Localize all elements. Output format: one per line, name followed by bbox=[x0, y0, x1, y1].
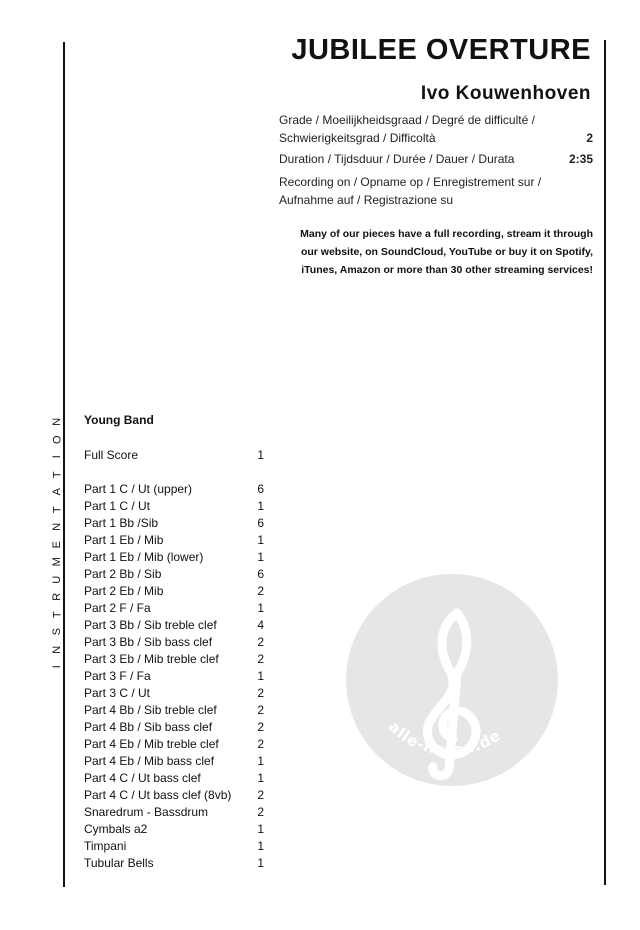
part-quantity: 6 bbox=[257, 567, 264, 581]
part-quantity: 4 bbox=[257, 618, 264, 632]
part-quantity: 1 bbox=[257, 856, 264, 870]
streaming-promo bbox=[279, 225, 593, 279]
part-row bbox=[84, 651, 264, 668]
part-name: Part 1 C / Ut bbox=[84, 499, 151, 513]
part-name: Snaredrum - Bassdrum bbox=[84, 805, 209, 819]
part-name: Part 2 Eb / Mib bbox=[84, 584, 164, 598]
instrumentation-letter: M bbox=[51, 557, 64, 567]
part-quantity: 2 bbox=[257, 652, 264, 666]
part-quantity: 2 bbox=[257, 703, 264, 717]
part-quantity: 2 bbox=[257, 788, 264, 802]
part-quantity: 1 bbox=[257, 448, 264, 462]
part-row bbox=[84, 685, 264, 702]
part-row bbox=[84, 566, 264, 583]
part-quantity: 1 bbox=[257, 533, 264, 547]
recording-label-line1: Recording on / Opname op / Enregistrement sur / bbox=[279, 175, 542, 189]
part-name: Part 4 C / Ut bass clef bbox=[84, 771, 201, 785]
promo-line-2: our website, on SoundCloud, YouTube or buy it on Spotify, bbox=[300, 246, 593, 258]
part-quantity: 2 bbox=[257, 720, 264, 734]
part-name: Part 3 Eb / Mib treble clef bbox=[84, 652, 219, 666]
part-quantity: 2 bbox=[257, 584, 264, 598]
part-name: Part 3 C / Ut bbox=[84, 686, 151, 700]
piece-title: JUBILEE OVERTURE bbox=[291, 34, 591, 66]
part-name: Part 4 Eb / Mib bass clef bbox=[84, 754, 215, 768]
instrumentation-vertical-label bbox=[51, 413, 65, 676]
part-row bbox=[84, 549, 264, 566]
part-name: Part 3 F / Fa bbox=[84, 669, 151, 683]
part-quantity: 1 bbox=[257, 822, 264, 836]
parts-list bbox=[84, 447, 264, 872]
grade-block bbox=[279, 111, 593, 147]
treble-clef-watermark-icon bbox=[345, 573, 559, 787]
part-quantity: 1 bbox=[257, 839, 264, 853]
part-row bbox=[84, 600, 264, 617]
part-name: Part 3 Bb / Sib bass clef bbox=[84, 635, 213, 649]
instrumentation-letter: N bbox=[51, 522, 64, 531]
duration-label: Duration / Tijdsduur / Durée / Dauer / Durata bbox=[279, 152, 515, 166]
part-row bbox=[84, 447, 264, 464]
instrumentation-letter: N bbox=[51, 417, 64, 426]
part-row bbox=[84, 583, 264, 600]
recording-label-line2: Aufnahme auf / Registrazione su bbox=[279, 193, 454, 207]
part-row bbox=[84, 532, 264, 549]
instrumentation-letter: A bbox=[51, 488, 64, 496]
grade-label-line2: Schwierigkeitsgrad / Difficoltà bbox=[279, 131, 436, 145]
part-row bbox=[84, 668, 264, 685]
part-row bbox=[84, 821, 264, 838]
instrumentation-letter: S bbox=[51, 628, 64, 636]
part-quantity: 1 bbox=[257, 771, 264, 785]
part-quantity: 1 bbox=[257, 754, 264, 768]
recording-block bbox=[279, 173, 569, 209]
part-quantity: 2 bbox=[257, 635, 264, 649]
instrumentation-letter: T bbox=[51, 505, 64, 513]
part-row bbox=[84, 770, 264, 787]
part-quantity: 2 bbox=[257, 805, 264, 819]
part-row bbox=[84, 804, 264, 821]
duration-value: 2:35 bbox=[568, 152, 593, 166]
part-name: Part 4 C / Ut bass clef (8vb) bbox=[84, 788, 232, 802]
part-name: Part 1 C / Ut (upper) bbox=[84, 482, 193, 496]
part-name: Timpani bbox=[84, 839, 127, 853]
part-name: Part 4 Bb / Sib treble clef bbox=[84, 703, 217, 717]
grade-value: 2 bbox=[586, 131, 593, 145]
band-type: Young Band bbox=[84, 413, 154, 427]
part-name: Part 2 F / Fa bbox=[84, 601, 151, 615]
right-rule bbox=[604, 40, 606, 885]
part-row bbox=[84, 617, 264, 634]
part-row bbox=[84, 702, 264, 719]
part-name: Cymbals a2 bbox=[84, 822, 148, 836]
instrumentation-letter: T bbox=[51, 610, 64, 618]
part-quantity: 2 bbox=[257, 737, 264, 751]
part-name: Part 1 Eb / Mib (lower) bbox=[84, 550, 204, 564]
part-row bbox=[84, 787, 264, 804]
watermark-text: alle-noten.de bbox=[384, 717, 505, 760]
part-row bbox=[84, 855, 264, 872]
part-quantity: 6 bbox=[257, 516, 264, 530]
instrumentation-letter: U bbox=[51, 575, 64, 584]
part-quantity: 1 bbox=[257, 499, 264, 513]
part-row bbox=[84, 838, 264, 855]
part-name: Part 4 Eb / Mib treble clef bbox=[84, 737, 219, 751]
part-name: Tubular Bells bbox=[84, 856, 154, 870]
part-row bbox=[84, 736, 264, 753]
part-name: Part 1 Eb / Mib bbox=[84, 533, 164, 547]
part-name: Part 1 Bb /Sib bbox=[84, 516, 159, 530]
grade-label-line1: Grade / Moeilijkheidsgraad / Degré de difficulté / bbox=[279, 113, 535, 127]
part-quantity: 1 bbox=[257, 669, 264, 683]
promo-line-3: iTunes, Amazon or more than 30 other streaming services! bbox=[301, 264, 593, 276]
part-quantity: 1 bbox=[257, 601, 264, 615]
part-name: Part 4 Bb / Sib bass clef bbox=[84, 720, 213, 734]
instrumentation-letter: O bbox=[51, 434, 64, 444]
part-quantity: 2 bbox=[257, 686, 264, 700]
part-row bbox=[84, 719, 264, 736]
instrumentation-letter: R bbox=[51, 592, 64, 601]
part-row bbox=[84, 753, 264, 770]
promo-line-1: Many of our pieces have a full recording, stream it through bbox=[300, 228, 593, 240]
part-quantity: 1 bbox=[257, 550, 264, 564]
duration-block bbox=[279, 150, 593, 168]
part-quantity: 6 bbox=[257, 482, 264, 496]
composer-name: Ivo Kouwenhoven bbox=[420, 83, 591, 104]
part-row bbox=[84, 481, 264, 498]
instrumentation-letter: T bbox=[51, 470, 64, 478]
instrumentation-letter: N bbox=[51, 645, 64, 654]
instrumentation-letter: I bbox=[51, 455, 64, 459]
part-name: Part 3 Bb / Sib treble clef bbox=[84, 618, 217, 632]
instrumentation-letter: I bbox=[51, 665, 64, 669]
part-row bbox=[84, 498, 264, 515]
part-row bbox=[84, 515, 264, 532]
part-name: Full Score bbox=[84, 448, 139, 462]
part-name: Part 2 Bb / Sib bbox=[84, 567, 162, 581]
part-row bbox=[84, 634, 264, 651]
instrumentation-letter: E bbox=[51, 540, 64, 548]
